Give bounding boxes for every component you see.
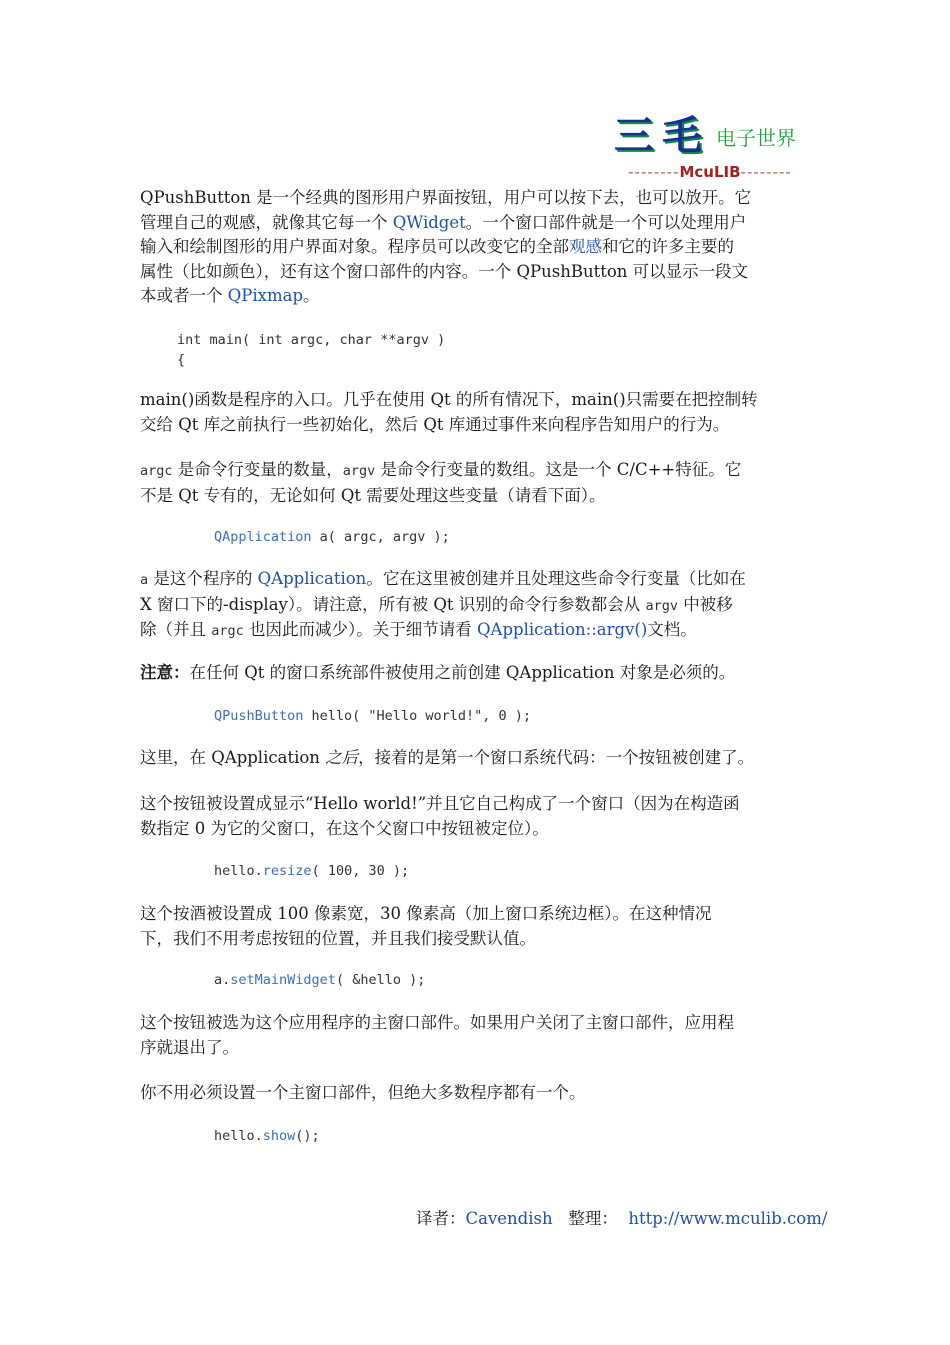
qpixmap-link[interactable]: QPixmap [227, 286, 304, 305]
text-line: 这个按酒被设置成 100 像素宽，30 像素高（加上窗口系统边框）。在这种情况 [140, 904, 712, 923]
text-line: X 窗口下的-display）。请注意，所有被 Qt 识别的命令行参数都会从 argv 中被移 [140, 594, 733, 614]
paragraph-intro [140, 186, 812, 309]
code-block-main [177, 330, 445, 370]
note-label: 注意： [140, 663, 190, 682]
look-and-feel-link[interactable]: 观感 [569, 237, 602, 256]
paragraph-after [140, 746, 812, 771]
text-line: 不是 Qt 专有的，无论如何 Qt 需要处理这些变量（请看下面）。 [140, 485, 606, 505]
qapplication-link[interactable]: QApplication [257, 569, 367, 588]
translator-name[interactable]: Cavendish [465, 1209, 553, 1228]
paragraph-qapplication [140, 567, 812, 644]
text-line: QPushButton 是一个经典的图形用户界面按钮，用户可以按下去，也可以放开。它 [140, 188, 752, 207]
code-block-resize: hello.resize( 100, 30 ); [214, 863, 410, 879]
logo-brand: --------McuLIB-------- [628, 164, 792, 180]
text-line: 数指定 0 为它的父窗口，在这个父窗口中按钮被定位）。 [140, 818, 549, 838]
logo-main-text: 三毛 [614, 113, 710, 159]
paragraph-optional [140, 1081, 812, 1106]
text-line: 本或者一个 QPixmap。 [140, 286, 320, 305]
code-line: { [177, 352, 186, 368]
code-block-pushbutton: QPushButton hello( "Hello world!", 0 ); [214, 708, 531, 724]
text-line: 这里，在 QApplication 之后，接着的是第一个窗口系统代码：一个按钮被创建了。 [140, 748, 755, 767]
footer-credits [416, 1207, 828, 1231]
text-line: 管理自己的观感，就像其它每一个 QWidget。一个窗口部件就是一个可以处理用户 [140, 212, 747, 232]
paragraph-main-function [140, 388, 812, 437]
code-block-qapplication: QApplication a( argc, argv ); [214, 529, 450, 545]
site-url-link[interactable]: http://www.mculib.com/ [628, 1209, 828, 1228]
code-block-show: hello.show(); [214, 1128, 320, 1144]
paragraph-note [140, 661, 812, 686]
editor-label: 整理： [568, 1209, 618, 1228]
text-line: 下，我们不用考虑按钮的位置，并且我们接受默认值。 [140, 928, 536, 948]
site-logo [608, 112, 808, 184]
text-line: 除（并且 argc 也因此而减少）。关于细节请看 QApplication::argv()文档。 [140, 620, 697, 639]
text-line: 交给 Qt 库之前执行一些初始化，然后 Qt 库通过事件来向程序告知用户的行为。 [140, 414, 730, 434]
text-line: 输入和绘制图形的用户界面对象。程序员可以改变它的全部观感和它的许多主要的 [140, 237, 734, 256]
text-line: a 是这个程序的 QApplication。它在这里被创建并且处理这些命令行变量（比如在 [140, 569, 746, 588]
text-line: 注意：在任何 Qt 的窗口系统部件被使用之前创建 QApplication 对象是必须的。 [140, 663, 736, 682]
text-line: argc 是命令行变量的数量，argv 是命令行变量的数组。这是一个 C/C++特征。它 [140, 460, 742, 479]
code-line: int main( int argc, char **argv ) [177, 332, 446, 348]
qapplication-argv-link[interactable]: QApplication::argv() [477, 620, 648, 639]
text-line: main()函数是程序的入口。几乎在使用 Qt 的所有情况下，main()只需要在把控制转 [140, 390, 758, 409]
paragraph-main-widget [140, 1011, 812, 1060]
qwidget-link[interactable]: QWidget [392, 212, 466, 232]
text-line: 这个按钮被设置成显示“Hello world!”并且它自己构成了一个窗口（因为在构造函 [140, 794, 740, 813]
logo-brand-text: McuLIB [679, 164, 741, 180]
paragraph-size [140, 902, 812, 951]
code-block-setmainwidget: a.setMainWidget( &hello ); [214, 972, 426, 988]
translator-label: 译者： [416, 1209, 466, 1228]
paragraph-hello-world [140, 792, 812, 841]
text-line: 这个按钮被选为这个应用程序的主窗口部件。如果用户关闭了主窗口部件，应用程 [140, 1013, 734, 1032]
paragraph-argc-argv [140, 458, 812, 508]
text-line: 序就退出了。 [140, 1037, 239, 1057]
text-line: 属性（比如颜色），还有这个窗口部件的内容。一个 QPushButton 可以显示一段文 [140, 261, 749, 281]
logo-sub-text: 电子世界 [716, 126, 796, 150]
text-line: 你不用必须设置一个主窗口部件，但绝大多数程序都有一个。 [140, 1083, 586, 1102]
